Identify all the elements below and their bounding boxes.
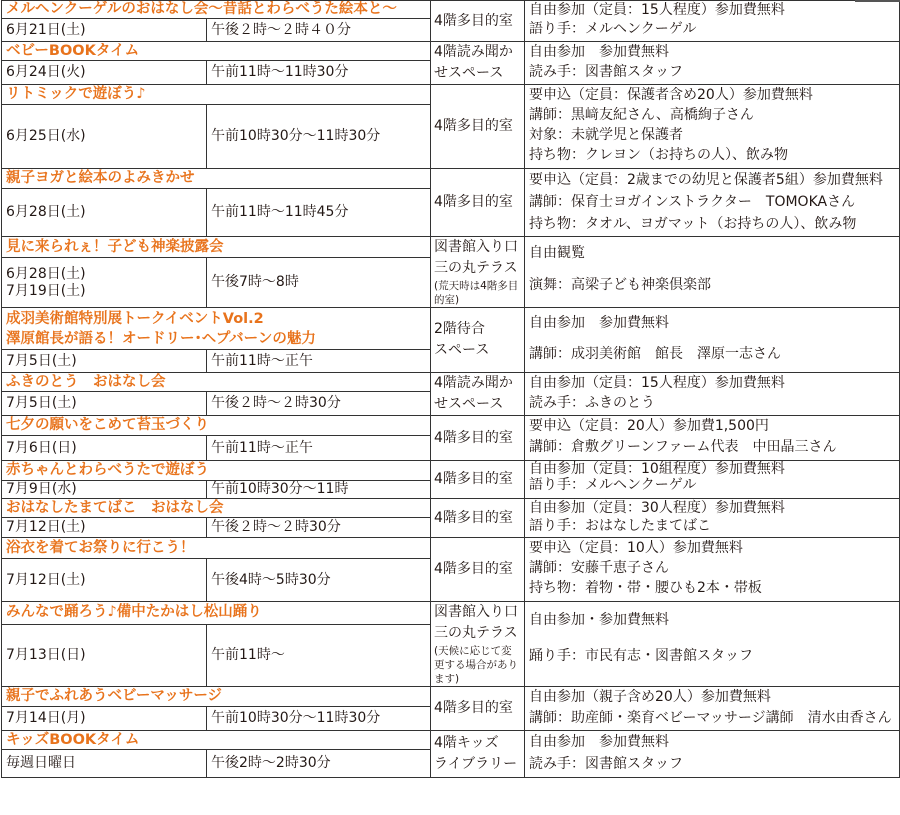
- event-title-row: [2, 687, 900, 707]
- event-place: [431, 308, 525, 373]
- date-line: 7月14日(月): [6, 710, 86, 726]
- detail-line: 自由参加（親子含め20人）参加費無料: [529, 689, 771, 705]
- detail-line: 自由参加（定員：10組程度）参加費無料: [529, 461, 785, 477]
- event-place: [431, 461, 525, 499]
- detail-line: 自由参加 参加費無料: [529, 315, 670, 331]
- place-line: せスペース: [434, 65, 504, 81]
- date-line: 7月6日(日): [6, 439, 77, 456]
- event-date: [2, 61, 207, 85]
- event-place: [431, 42, 525, 85]
- place-line: 図書館入り口: [434, 239, 519, 255]
- event-time: 午後２時～２時30分: [207, 392, 431, 416]
- event-title-row: [2, 308, 900, 350]
- detail-line: 要申込（定員：2歳までの幼児と保護者5組）参加費無料: [529, 172, 883, 188]
- detail-line: 要申込（定員：10人）参加費無料: [529, 540, 743, 556]
- event-details: [525, 538, 900, 602]
- date-line: 7月19日(土): [6, 282, 86, 299]
- detail-line: 踊り手：市民有志・図書館スタッフ: [529, 648, 754, 664]
- detail-line: 自由参加・参加費無料: [529, 612, 670, 628]
- event-title: 七夕の願いをこめて苔玉づくり: [2, 416, 431, 436]
- place-line: 三の丸テラス: [434, 260, 518, 276]
- event-time: 午前11時～11時45分: [207, 189, 431, 237]
- place-line: 4階多目的室: [434, 429, 513, 446]
- date-line: 7月13日(日): [6, 646, 86, 663]
- event-title-row: [2, 373, 900, 392]
- event-date: [2, 350, 207, 373]
- detail-line: 自由観覧: [529, 245, 586, 261]
- detail-line: 自由参加（定員：15人程度）参加費無料: [529, 2, 785, 18]
- event-details: [525, 1, 900, 42]
- place-note: (天候に応じて変更する場合があります): [434, 645, 519, 685]
- event-title-row: [2, 42, 900, 61]
- date-line: 6月25日(水): [6, 128, 86, 144]
- event-time: 午後２時～２時４０分: [207, 19, 431, 42]
- place-line: せスペース: [434, 396, 504, 412]
- detail-line: 対象：未就学児と保護者: [529, 127, 684, 143]
- event-date: [2, 624, 207, 686]
- event-title-row: [2, 1, 900, 19]
- date-line: 6月21日(土): [6, 21, 86, 38]
- event-title: ベビーBOOKタイム: [2, 42, 431, 61]
- place-line: 4階キッズ: [434, 735, 499, 751]
- detail-line: 講師：助産師・楽育ベビーマッサージ講師 清水由香さん: [529, 710, 892, 726]
- place-line: 4階読み聞か: [434, 44, 513, 60]
- event-details: [525, 499, 900, 538]
- detail-line: 自由参加（定員：30人程度）参加費無料: [529, 500, 785, 516]
- place-line: 4階多目的室: [434, 118, 513, 134]
- event-title: みんなで踊ろう♪備中たかはし松山踊り: [2, 602, 431, 625]
- event-details: [525, 416, 900, 461]
- event-details: [525, 731, 900, 778]
- event-date: [2, 436, 207, 461]
- event-date: [2, 518, 207, 538]
- event-time: 午前10時30分～11時30分: [207, 105, 431, 169]
- place-line: 三の丸テラス: [434, 625, 518, 641]
- event-time: 午後4時～5時30分: [207, 559, 431, 602]
- detail-line: 自由参加 参加費無料: [529, 734, 670, 750]
- detail-line: 演舞：高梁子ども神楽倶楽部: [529, 277, 712, 293]
- date-line: 7月5日(土): [6, 352, 77, 369]
- event-place: [431, 416, 525, 461]
- place-line: 図書館入り口: [434, 604, 519, 620]
- event-title-line: 澤原館長が語る！オードリー･ヘプバーンの魅力: [6, 330, 316, 347]
- event-date: [2, 559, 207, 602]
- date-line: 6月28日(土): [6, 265, 86, 282]
- detail-line: 語り手：メルヘンクーゲル: [529, 21, 697, 37]
- date-line: 7月12日(土): [6, 571, 86, 588]
- detail-line: 要申込（定員：保護者含め20人）参加費無料: [529, 87, 813, 103]
- event-title-row: [2, 416, 900, 436]
- detail-line: 持ち物：クレヨン（お持ちの人）、飲み物: [529, 147, 789, 163]
- event-title-row: [2, 85, 900, 105]
- detail-line: 講師：倉敷グリーンファーム代表 中田晶三さん: [529, 439, 837, 455]
- event-time: 午前11時～11時30分: [207, 61, 431, 85]
- date-line: 6月28日(土): [6, 204, 86, 220]
- detail-line: 語り手：おはなしたまてばこ: [529, 518, 712, 534]
- event-title-line: 成羽美術館特別展トークイベントVol.2: [6, 310, 264, 327]
- place-line: 4階多目的室: [434, 194, 513, 210]
- event-title: 親子ヨガと絵本のよみきかせ: [2, 169, 431, 189]
- detail-line: 自由参加 参加費無料: [529, 44, 670, 60]
- place-line: 4階多目的室: [434, 471, 513, 487]
- event-details: [525, 169, 900, 237]
- event-time: 午後2時～2時30分: [207, 750, 431, 778]
- detail-line: 持ち物：タオル、ヨガマット（お持ちの人）、飲み物: [529, 216, 857, 232]
- place-line: 4階多目的室: [434, 509, 513, 526]
- event-place: [431, 1, 525, 42]
- detail-line: 自由参加（定員：15人程度）参加費無料: [529, 375, 785, 391]
- place-line: 4階多目的室: [434, 700, 513, 716]
- detail-line: 持ち物：着物・帯・腰ひも2本・帯板: [529, 580, 762, 596]
- event-title-row: [2, 237, 900, 258]
- event-title: リトミックで遊ぼう♪: [2, 85, 431, 105]
- date-line: 6月24日(火): [6, 64, 86, 80]
- detail-line: 講師：保育士ヨガインストラクター TOMOKAさん: [529, 194, 856, 210]
- event-date: [2, 750, 207, 778]
- event-details: [525, 602, 900, 687]
- event-date: [2, 707, 207, 731]
- date-line: 7月9日(水): [6, 481, 77, 497]
- event-time: 午前10時30分～11時: [207, 481, 431, 499]
- event-title: 浴衣を着てお祭りに行こう！: [2, 538, 431, 559]
- place-line: 2階待合: [434, 321, 485, 337]
- event-details: [525, 237, 900, 308]
- place-line: 4階多目的室: [434, 12, 513, 29]
- event-date: [2, 481, 207, 499]
- event-place: [431, 237, 525, 308]
- place-line: 4階多目的室: [434, 561, 513, 577]
- detail-line: 読み手：図書館スタッフ: [529, 756, 684, 772]
- event-title: メルヘンクーゲルのおはなし会～昔話とわらべうた絵本と～: [2, 1, 431, 19]
- detail-line: 語り手：メルヘンクーゲル: [529, 477, 697, 493]
- event-time: 午後7時～8時: [207, 258, 431, 308]
- detail-line: 講師：安藤千恵子さん: [529, 560, 670, 576]
- event-title: 見に来られぇ！子ども神楽披露会: [2, 237, 431, 258]
- date-line: 7月5日(土): [6, 395, 77, 411]
- event-title: [2, 308, 431, 350]
- detail-line: 講師：黒﨑友紀さん、高橋絢子さん: [529, 107, 754, 123]
- date-line: 7月12日(土): [6, 519, 86, 535]
- event-title-row: [2, 538, 900, 559]
- event-place: [431, 499, 525, 538]
- place-line: 4階読み聞か: [434, 375, 513, 391]
- event-title: 赤ちゃんとわらべうたで遊ぼう: [2, 461, 431, 481]
- event-time: 午前11時～正午: [207, 350, 431, 373]
- event-title-row: [2, 731, 900, 750]
- event-title-row: [2, 499, 900, 518]
- event-date: [2, 392, 207, 416]
- event-details: [525, 85, 900, 169]
- event-place: [431, 538, 525, 602]
- date-line: 毎週日曜日: [6, 755, 76, 771]
- detail-line: 講師：成羽美術館 館長 澤原一志さん: [529, 346, 782, 362]
- detail-line: 読み手：ふきのとう: [529, 395, 656, 411]
- event-date: [2, 105, 207, 169]
- event-title-row: [2, 602, 900, 625]
- event-schedule-table: [1, 0, 900, 778]
- event-time: 午後２時～２時30分: [207, 518, 431, 538]
- event-time: 午前11時～正午: [207, 436, 431, 461]
- event-details: [525, 373, 900, 416]
- event-title-row: [2, 169, 900, 189]
- event-place: [431, 731, 525, 778]
- event-details: [525, 42, 900, 85]
- event-title: おはなしたまてばこ おはなし会: [2, 499, 431, 518]
- event-title-row: [2, 461, 900, 481]
- event-title: ふきのとう おはなし会: [2, 373, 431, 392]
- event-place: [431, 373, 525, 416]
- detail-line: 要申込（定員：20人）参加費1,500円: [529, 418, 769, 434]
- event-title: 親子でふれあうベビーマッサージ: [2, 687, 431, 707]
- event-details: [525, 308, 900, 373]
- place-line: ライブラリー: [434, 756, 518, 772]
- event-date: [2, 258, 207, 308]
- event-title: キッズBOOKタイム: [2, 731, 431, 750]
- event-place: [431, 169, 525, 237]
- place-note: (荒天時は4階多目的室): [434, 280, 519, 306]
- event-place: [431, 85, 525, 169]
- event-date: [2, 189, 207, 237]
- event-date: [2, 19, 207, 42]
- detail-line: 読み手：図書館スタッフ: [529, 64, 684, 80]
- top-edge-strip: [855, 0, 900, 2]
- place-line: スペース: [434, 342, 490, 358]
- event-place: [431, 687, 525, 731]
- event-time: 午前11時～: [207, 624, 431, 686]
- event-details: [525, 461, 900, 499]
- event-place: [431, 602, 525, 687]
- event-time: 午前10時30分～11時30分: [207, 707, 431, 731]
- event-details: [525, 687, 900, 731]
